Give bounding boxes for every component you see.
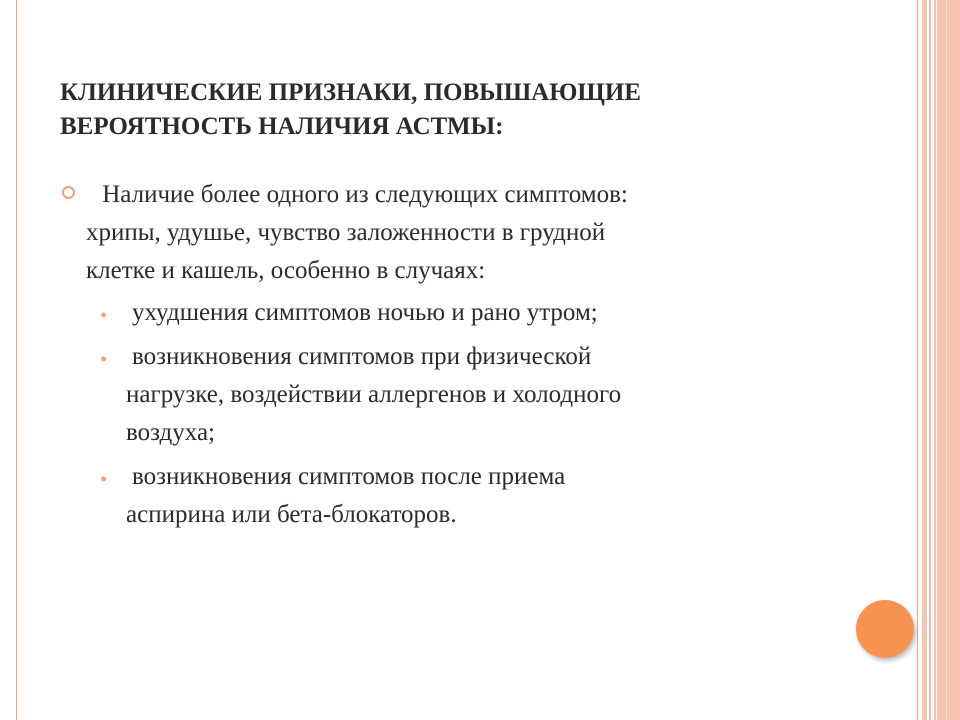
sub-bullet-line: ухудшения симптомов ночью и рано утром; [132,299,598,326]
main-bullet-line: клетке и кашель, особенно в случаях: [86,257,486,284]
main-bullet [60,176,840,290]
orange-circle-icon [856,600,914,658]
stripe [946,0,947,720]
stripe [936,0,937,720]
main-bullet-line: хрипы, удушье, чувство заложенности в грудной [86,219,606,246]
sub-bullet [100,458,840,534]
sub-bullet-line: воздуха; [126,419,215,446]
decorative-stripes [922,0,960,720]
sub-bullet-list [60,294,840,534]
ring-bullet-icon [62,186,75,199]
sub-bullet [100,294,840,332]
title-line: ВЕРОЯТНОСТЬ НАЛИЧИЯ АСТМЫ: [60,113,504,140]
main-bullet-line: Наличие более одного из следующих симптомов: [96,181,628,208]
stripe [922,0,927,720]
stripe [929,0,931,720]
sub-bullet-line: аспирина или бета-блокаторов. [126,501,457,528]
sub-bullet-line: возникновения симптомов после приема [132,463,566,490]
sub-bullet [100,338,840,452]
right-frame-line [917,0,918,720]
sub-bullet-line: возникновения симптомов при физической [132,343,592,370]
stripe [934,0,960,720]
dot-bullet-icon: • [100,469,108,491]
left-frame-line [16,0,17,720]
slide-title [60,76,880,144]
sub-bullet-line: нагрузке, воздействии аллергенов и холодного [126,381,622,408]
dot-bullet-icon: • [100,349,108,371]
title-line: КЛИНИЧЕСКИЕ ПРИЗНАКИ, ПОВЫШАЮЩИЕ [60,79,641,106]
main-bullet-text [86,176,840,290]
slide-content [60,176,840,540]
dot-bullet-icon: • [100,305,108,327]
